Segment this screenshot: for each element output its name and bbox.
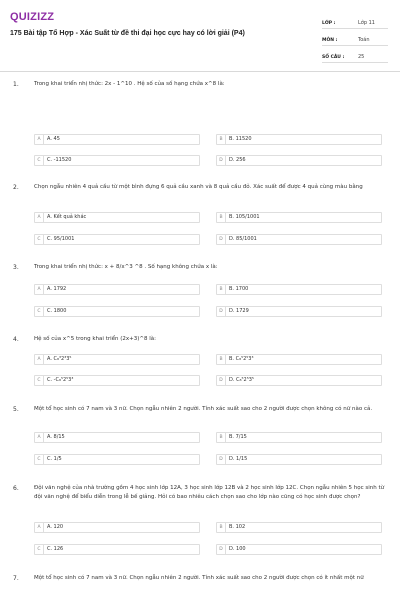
option-c[interactable] [34, 454, 200, 465]
question-number: 5. [13, 406, 19, 413]
option-text: D. 100 [229, 546, 246, 552]
question-number: 4. [13, 336, 19, 343]
document-title: 175 Bài tập Tổ Hợp - Xác Suất từ đề thi đại học cực hay có lời giải (P4) [10, 30, 245, 37]
option-c[interactable] [34, 544, 200, 555]
question-text: Trong khai triển nhị thức: x + 8/x^3 ^8 . Số hạng không chứa x là: [34, 264, 218, 270]
question-number: 3. [13, 264, 19, 271]
option-c[interactable] [34, 234, 200, 245]
option-letter: C [35, 455, 44, 464]
option-text: D. C₈⁵2⁵3⁵ [229, 377, 254, 383]
option-letter: B [217, 285, 226, 294]
option-letter: B [217, 135, 226, 144]
option-letter: B [217, 355, 226, 364]
option-a[interactable] [34, 354, 200, 365]
option-letter: A [35, 213, 44, 222]
meta-row-question-count [322, 46, 388, 63]
option-text: A. 45 [47, 136, 60, 142]
option-text: C. 95/1001 [47, 236, 75, 242]
option-c[interactable] [34, 306, 200, 317]
option-b[interactable] [216, 212, 382, 223]
option-text: B. 105/1001 [229, 214, 260, 220]
quizizz-logo: QUIZIZZ [10, 11, 55, 23]
option-d[interactable] [216, 155, 382, 166]
option-text: D. 256 [229, 157, 246, 163]
meta-row-class [322, 12, 388, 29]
option-letter: A [35, 135, 44, 144]
option-a[interactable] [34, 522, 200, 533]
option-text: B. 7/15 [229, 434, 247, 440]
option-text: C. 126 [47, 546, 64, 552]
option-letter: C [35, 307, 44, 316]
option-letter: D [217, 235, 226, 244]
option-b[interactable] [216, 522, 382, 533]
meta-value: Toán [358, 37, 370, 43]
option-b[interactable] [216, 354, 382, 365]
option-text: A. C₈³2³3⁵ [47, 356, 72, 362]
option-letter: C [35, 156, 44, 165]
option-letter: A [35, 433, 44, 442]
meta-label: LỚP : [322, 21, 336, 26]
question-number: 1. [13, 81, 19, 88]
option-b[interactable] [216, 284, 382, 295]
option-text: D. 85/1001 [229, 236, 257, 242]
meta-value: Lớp 11 [358, 20, 375, 26]
option-a[interactable] [34, 284, 200, 295]
option-d[interactable] [216, 375, 382, 386]
option-text: A. 120 [47, 524, 64, 530]
option-d[interactable] [216, 454, 382, 465]
option-letter: A [35, 285, 44, 294]
meta-label: MÔN : [322, 38, 338, 43]
option-text: D. 1729 [229, 308, 249, 314]
question-text: Một tổ học sinh có 7 nam và 3 nữ. Chọn ngẫu nhiên 2 người. Tính xác suất sao cho 2 người được chọn có ít nhất một nữ [34, 575, 364, 581]
question-text: Hệ số của x^5 trong khai triển (2x+3)^8 là: [34, 336, 157, 342]
option-letter: B [217, 433, 226, 442]
option-d[interactable] [216, 544, 382, 555]
option-letter: B [217, 213, 226, 222]
option-text: D. 1/15 [229, 456, 248, 462]
option-text: C. 1800 [47, 308, 67, 314]
question-text: Chọn ngẫu nhiên 4 quả cầu từ một bình đựng 6 quả cầu xanh và 8 quả cầu đỏ. Xác suất để được 4 quả cùng màu bằng [34, 184, 363, 190]
question-text: Trong khai triển nhị thức: 2x - 1^10 . Hệ số của số hạng chứa x^8 là: [34, 81, 225, 87]
option-letter: D [217, 455, 226, 464]
option-letter: C [35, 545, 44, 554]
option-text: B. C₈⁵2⁵3³ [229, 356, 254, 362]
option-c[interactable] [34, 375, 200, 386]
question-number: 7. [13, 575, 19, 582]
option-letter: D [217, 376, 226, 385]
option-letter: A [35, 523, 44, 532]
option-a[interactable] [34, 212, 200, 223]
option-b[interactable] [216, 134, 382, 145]
option-letter: D [217, 545, 226, 554]
option-b[interactable] [216, 432, 382, 443]
option-letter: C [35, 235, 44, 244]
option-letter: D [217, 307, 226, 316]
option-letter: A [35, 355, 44, 364]
meta-row-subject [322, 29, 388, 46]
question-number: 6. [13, 485, 19, 492]
option-c[interactable] [34, 155, 200, 166]
document-header [0, 0, 400, 72]
option-text: C. -C₈⁵2⁵3³ [47, 377, 74, 383]
option-text: C. 1/5 [47, 456, 62, 462]
option-text: B. 1700 [229, 286, 249, 292]
option-text: A. 1792 [47, 286, 67, 292]
document-meta [322, 12, 388, 63]
option-d[interactable] [216, 234, 382, 245]
option-letter: C [35, 376, 44, 385]
question-text: Một tổ học sinh có 7 nam và 3 nữ. Chọn ngẫu nhiên 2 người. Tính xác suất sao cho 2 người được chọn không có nữ nào cả. [34, 406, 373, 412]
option-text: A. Kết quả khác [47, 214, 87, 220]
option-a[interactable] [34, 432, 200, 443]
option-text: A. 8/15 [47, 434, 65, 440]
option-text: C. -11520 [47, 157, 72, 163]
option-text: B. 102 [229, 524, 246, 530]
option-a[interactable] [34, 134, 200, 145]
option-text: B. 11520 [229, 136, 252, 142]
question-number: 2. [13, 184, 19, 191]
question-text: Đội văn nghệ của nhà trường gồm 4 học sinh lớp 12A, 3 học sinh lớp 12B và 2 học sinh lớp 12C. Chọn ngẫu nhiên 5 học sinh từ đội văn nghệ để biểu diễn trong lễ bế giảng. Hỏi có bao nhiêu cách chọn sao cho lớp nào cũng có học sinh được chọn? [34, 485, 385, 500]
option-letter: D [217, 156, 226, 165]
option-letter: B [217, 523, 226, 532]
option-d[interactable] [216, 306, 382, 317]
meta-value: 25 [358, 54, 365, 60]
meta-label: SỐ CÂU : [322, 55, 345, 60]
